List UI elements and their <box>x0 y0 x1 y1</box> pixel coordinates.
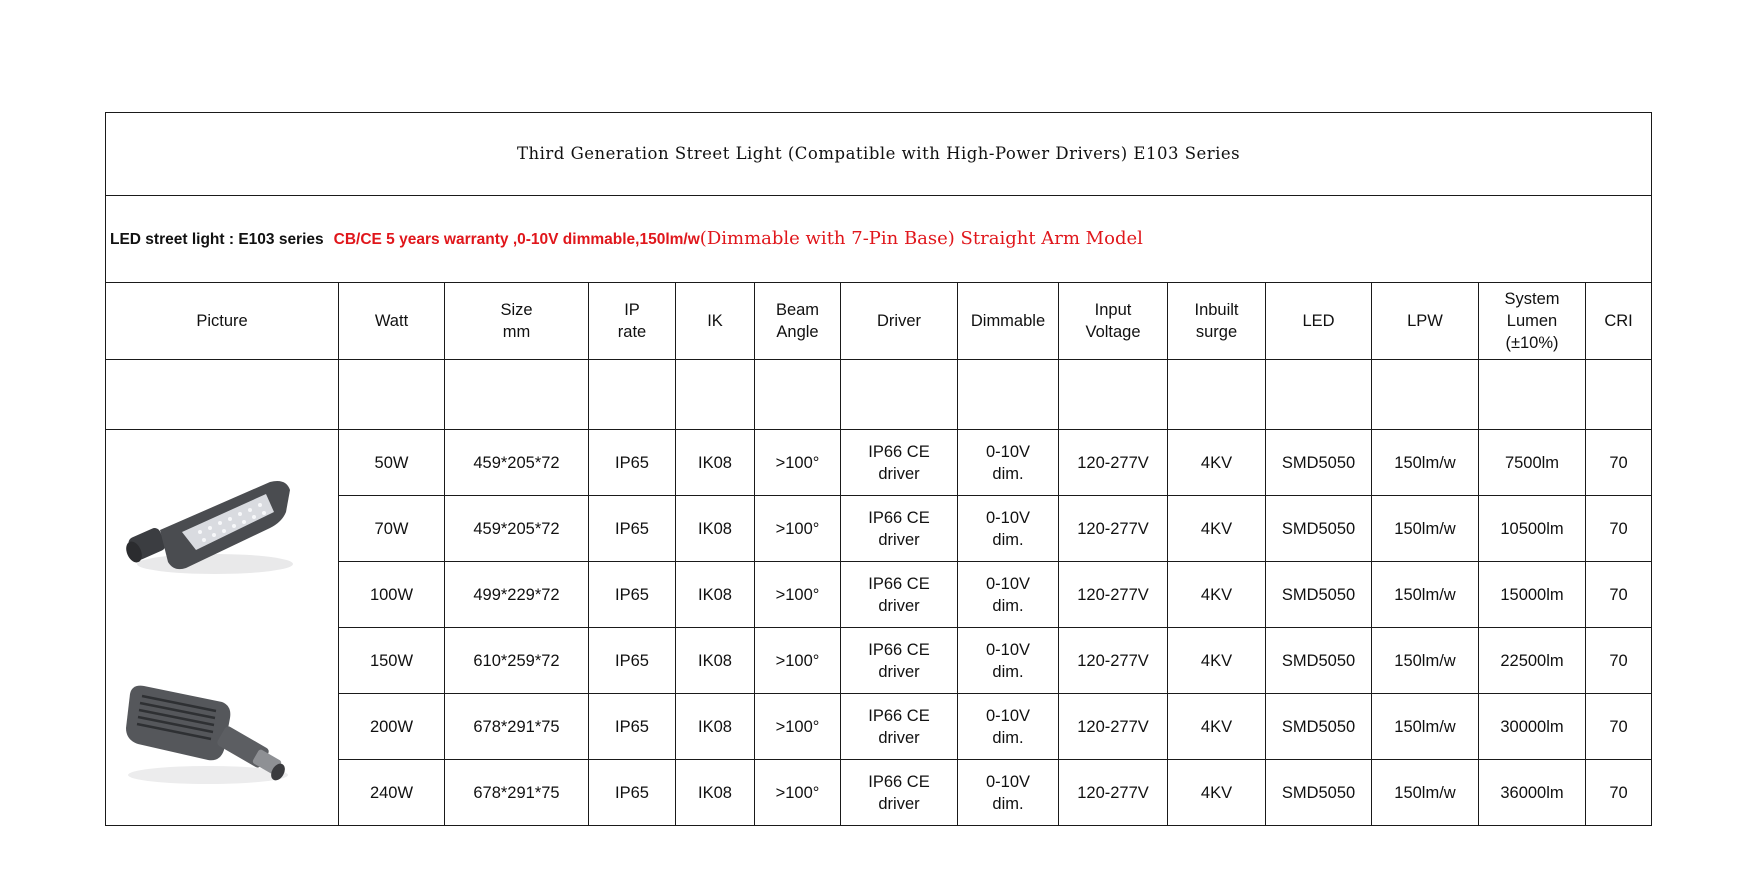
table-cell: 4KV <box>1168 430 1266 496</box>
table-cell: 610*259*72 <box>445 628 589 694</box>
header-cell: Inbuilt surge <box>1168 283 1266 360</box>
table-cell: 0-10V dim. <box>958 760 1059 826</box>
table-cell: 10500lm <box>1479 496 1586 562</box>
table-cell: >100° <box>755 694 841 760</box>
table-cell: IK08 <box>676 496 755 562</box>
table-cell: IK08 <box>676 694 755 760</box>
table-cell: 150W <box>339 628 445 694</box>
table-cell: IP66 CE driver <box>841 628 958 694</box>
table-cell: 120-277V <box>1059 562 1168 628</box>
table-cell: IK08 <box>676 562 755 628</box>
table-cell: IP65 <box>589 628 676 694</box>
header-cell: Picture <box>106 283 339 360</box>
table-cell: 120-277V <box>1059 760 1168 826</box>
table-title: Third Generation Street Light (Compatible with High-Power Drivers) E103 Series <box>106 113 1652 196</box>
table-cell: 459*205*72 <box>445 496 589 562</box>
table-cell: SMD5050 <box>1266 628 1372 694</box>
subtitle-lead: LED street light : E103 series <box>110 230 324 248</box>
subtitle-warranty: CB/CE 5 years warranty ,0-10V dimmable,150lm/w <box>333 230 700 248</box>
table-cell: >100° <box>755 628 841 694</box>
table-cell: 150lm/w <box>1372 760 1479 826</box>
table-cell: SMD5050 <box>1266 694 1372 760</box>
table-cell: 4KV <box>1168 628 1266 694</box>
table-cell: 678*291*75 <box>445 760 589 826</box>
table-cell: 36000lm <box>1479 760 1586 826</box>
table-cell: 30000lm <box>1479 694 1586 760</box>
table-cell: 100W <box>339 562 445 628</box>
header-cell: LED <box>1266 283 1372 360</box>
table-cell: 70 <box>1586 760 1652 826</box>
table-cell: 120-277V <box>1059 694 1168 760</box>
table-cell: IK08 <box>676 760 755 826</box>
spec-table <box>105 112 1652 826</box>
table-cell: 70 <box>1586 628 1652 694</box>
table-cell: >100° <box>755 430 841 496</box>
table-cell: >100° <box>755 496 841 562</box>
table-cell: 0-10V dim. <box>958 496 1059 562</box>
header-cell: LPW <box>1372 283 1479 360</box>
table-cell: IP66 CE driver <box>841 760 958 826</box>
table-cell: 22500lm <box>1479 628 1586 694</box>
table-cell: 150lm/w <box>1372 430 1479 496</box>
header-cell: Beam Angle <box>755 283 841 360</box>
table-cell: IP66 CE driver <box>841 496 958 562</box>
header-cell: IK <box>676 283 755 360</box>
table-cell: IP65 <box>589 760 676 826</box>
header-cell: CRI <box>1586 283 1652 360</box>
header-row <box>106 283 1652 360</box>
header-cell: Input Voltage <box>1059 283 1168 360</box>
table-cell: 200W <box>339 694 445 760</box>
table-cell: 120-277V <box>1059 628 1168 694</box>
table-cell: 70 <box>1586 694 1652 760</box>
header-cell: System Lumen (±10%) <box>1479 283 1586 360</box>
table-cell: 70 <box>1586 562 1652 628</box>
table-cell: SMD5050 <box>1266 496 1372 562</box>
table-cell: 0-10V dim. <box>958 562 1059 628</box>
table-cell: 499*229*72 <box>445 562 589 628</box>
table-cell: 240W <box>339 760 445 826</box>
table-cell: 459*205*72 <box>445 430 589 496</box>
table-cell: 4KV <box>1168 562 1266 628</box>
header-cell: IP rate <box>589 283 676 360</box>
table-cell: 15000lm <box>1479 562 1586 628</box>
table-cell: 120-277V <box>1059 430 1168 496</box>
table-cell: 0-10V dim. <box>958 694 1059 760</box>
table-cell: >100° <box>755 562 841 628</box>
table-cell: IP66 CE driver <box>841 562 958 628</box>
table-cell: 4KV <box>1168 760 1266 826</box>
table-row <box>106 430 1652 496</box>
table-cell: SMD5050 <box>1266 760 1372 826</box>
table-cell: IK08 <box>676 430 755 496</box>
table-cell: 4KV <box>1168 496 1266 562</box>
table-cell: IP66 CE driver <box>841 694 958 760</box>
header-cell: Size mm <box>445 283 589 360</box>
header-cell: Driver <box>841 283 958 360</box>
street-light-top-view-image <box>120 472 300 582</box>
table-cell: IK08 <box>676 628 755 694</box>
table-cell: SMD5050 <box>1266 562 1372 628</box>
table-cell: 150lm/w <box>1372 694 1479 760</box>
table-cell: IP66 CE driver <box>841 430 958 496</box>
picture-cell <box>106 430 339 826</box>
table-cell: IP65 <box>589 430 676 496</box>
table-cell: >100° <box>755 760 841 826</box>
table-cell: 150lm/w <box>1372 628 1479 694</box>
table-cell: 678*291*75 <box>445 694 589 760</box>
street-light-back-view-image <box>118 680 298 790</box>
table-cell: IP65 <box>589 694 676 760</box>
series-subtitle <box>106 196 1652 283</box>
table-cell: 4KV <box>1168 694 1266 760</box>
blank-row <box>106 360 1652 430</box>
table-cell: 150lm/w <box>1372 496 1479 562</box>
header-cell: Watt <box>339 283 445 360</box>
table-cell: 150lm/w <box>1372 562 1479 628</box>
table-cell: 50W <box>339 430 445 496</box>
header-cell: Dimmable <box>958 283 1059 360</box>
table-cell: 120-277V <box>1059 496 1168 562</box>
table-cell: 70 <box>1586 430 1652 496</box>
table-cell: 70W <box>339 496 445 562</box>
table-cell: IP65 <box>589 496 676 562</box>
table-cell: 7500lm <box>1479 430 1586 496</box>
table-cell: IP65 <box>589 562 676 628</box>
table-cell: 70 <box>1586 496 1652 562</box>
table-cell: SMD5050 <box>1266 430 1372 496</box>
table-cell: 0-10V dim. <box>958 628 1059 694</box>
table-cell: 0-10V dim. <box>958 430 1059 496</box>
subtitle-model: (Dimmable with 7-Pin Base) Straight Arm Model <box>699 227 1143 249</box>
